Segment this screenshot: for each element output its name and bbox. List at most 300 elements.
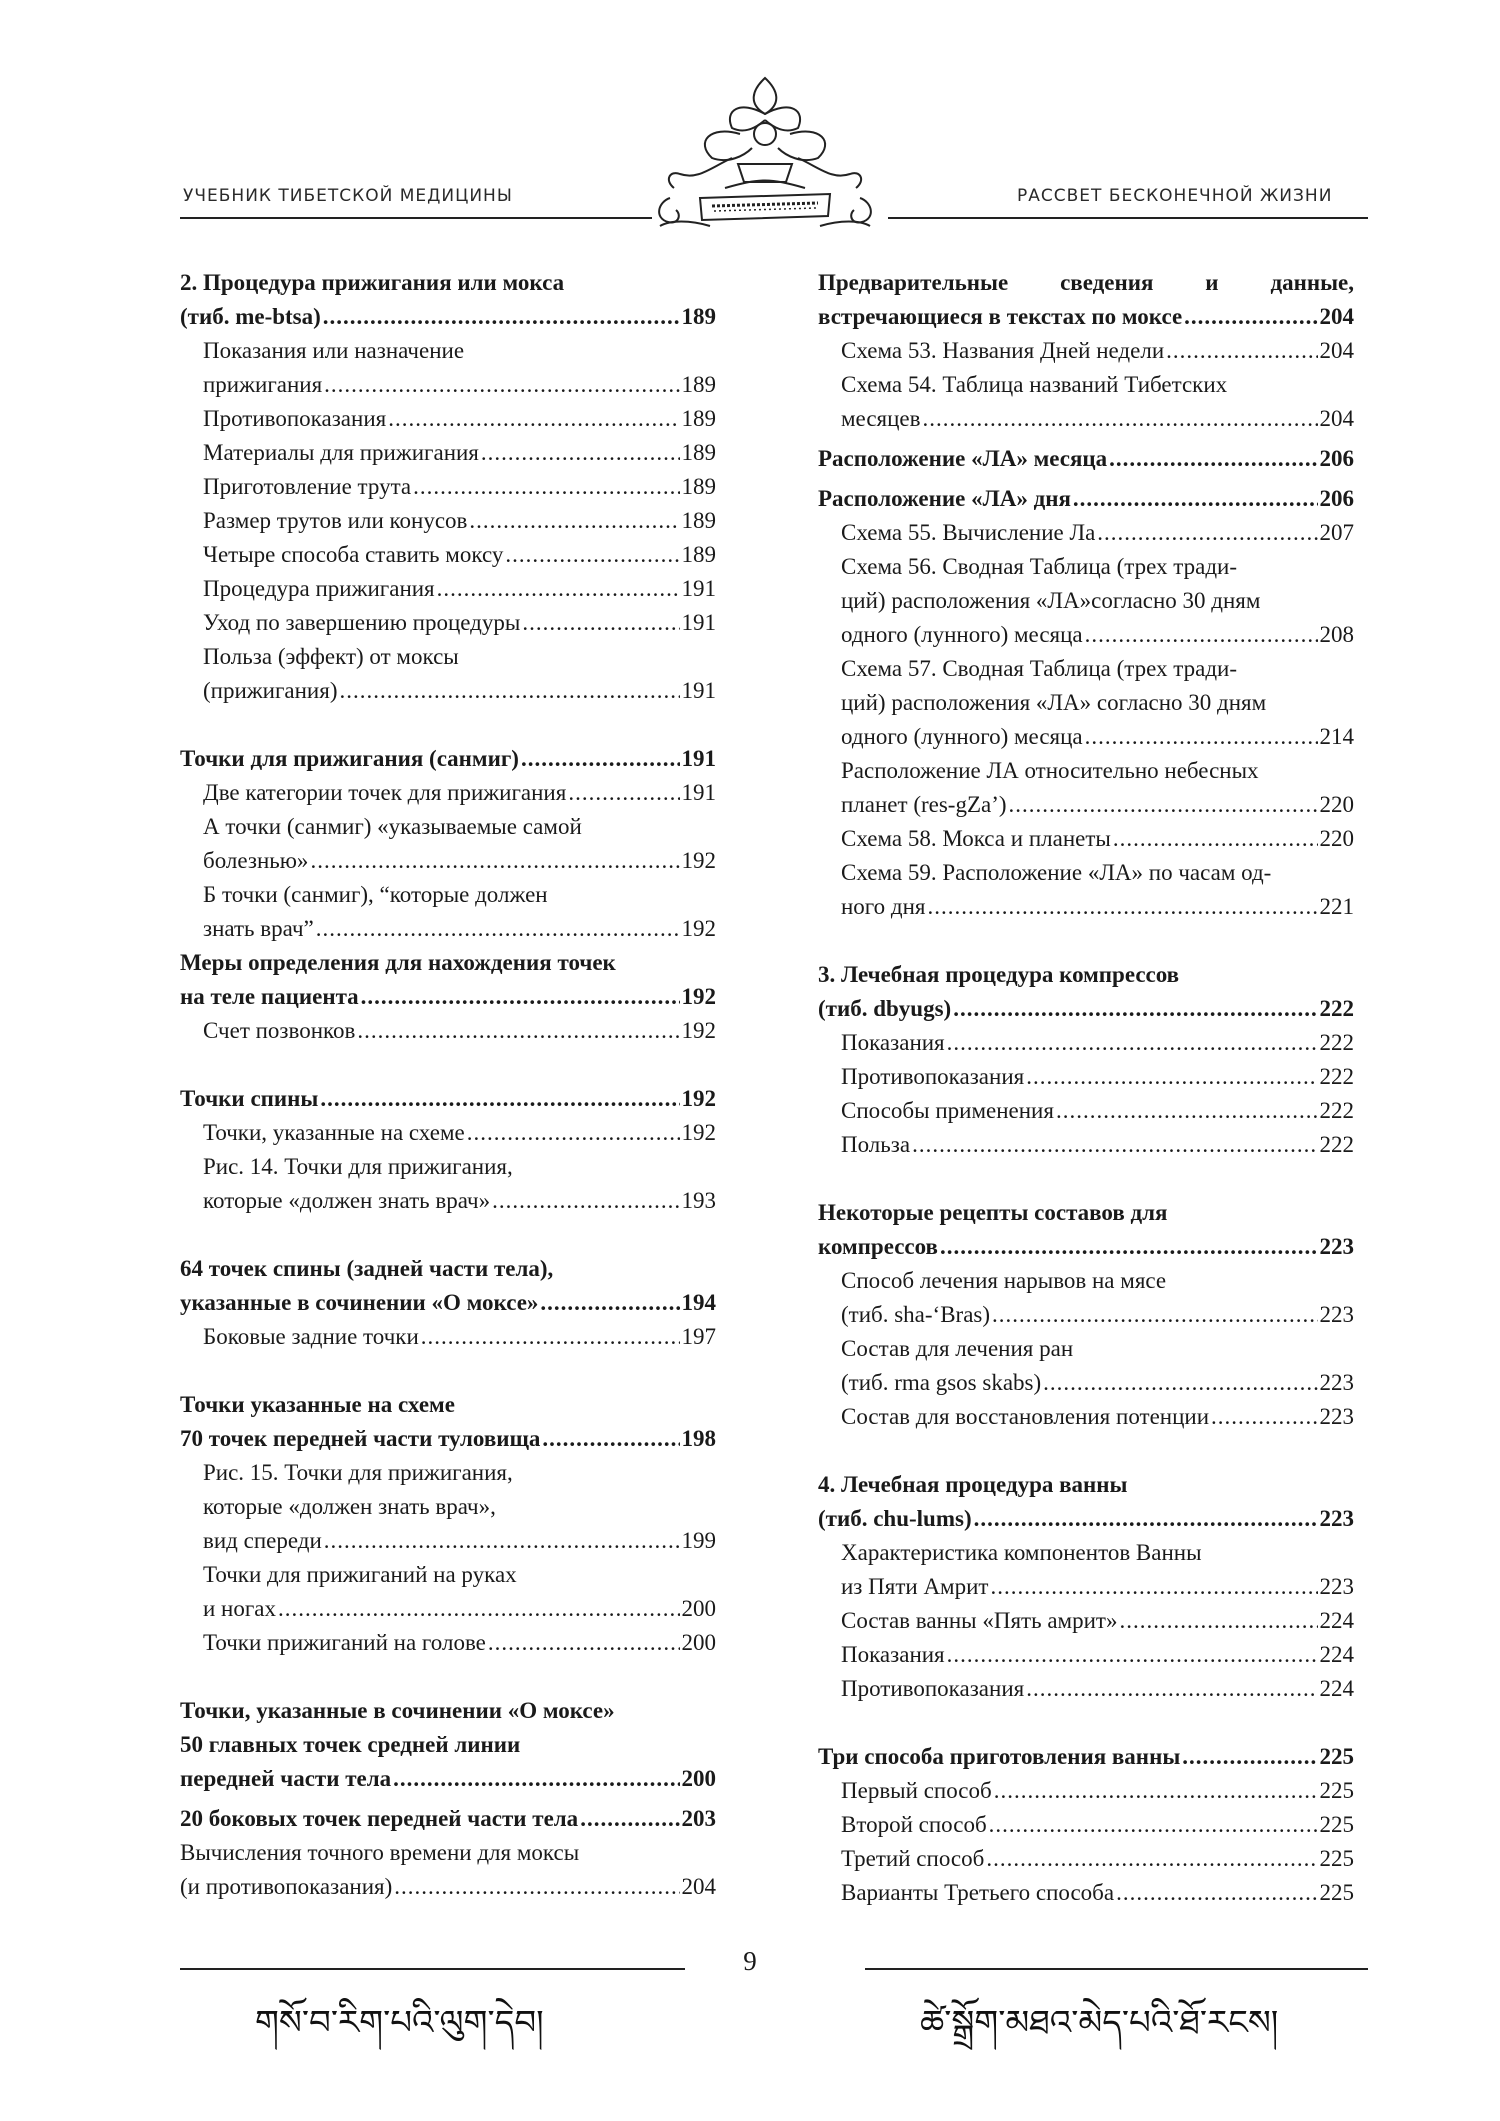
toc-section-entry[interactable] — [180, 1694, 716, 1728]
toc-section-entry[interactable] — [818, 1740, 1354, 1774]
toc-entry-title: Состав ванны «Пять амрит» — [841, 1608, 1118, 1633]
toc-dot-leader — [505, 538, 679, 572]
toc-dot-leader — [1166, 334, 1317, 368]
toc-entry-title: Расположение «ЛА» дня — [818, 486, 1071, 511]
toc-page-number: 192 — [681, 1018, 716, 1043]
toc-entry[interactable] — [180, 1836, 716, 1870]
toc-entry-title: 4. Лечебная процедура ванны — [818, 1472, 1128, 1497]
toc-dot-leader — [1184, 300, 1317, 334]
toc-entry[interactable] — [818, 584, 1354, 618]
toc-page-number: 194 — [681, 1290, 716, 1315]
toc-dot-leader — [990, 1570, 1317, 1604]
toc-entry-title: Противопоказания — [203, 406, 387, 431]
toc-page-number: 223 — [1319, 1404, 1354, 1429]
toc-dot-leader — [568, 776, 679, 810]
toc-entry[interactable] — [818, 1808, 1354, 1842]
toc-dot-leader — [320, 1082, 679, 1116]
toc-entry-title: (и противопоказания) — [180, 1874, 393, 1899]
toc-page-number: 191 — [681, 576, 716, 601]
toc-entry[interactable] — [180, 1524, 716, 1558]
toc-entry[interactable] — [180, 1014, 716, 1048]
toc-page-number: 199 — [681, 1528, 716, 1553]
toc-entry-title: (тиб. rma gsos skabs) — [841, 1370, 1042, 1395]
toc-entry-title: встречающиеся в текстах по моксе — [818, 304, 1183, 329]
toc-page-number: 204 — [1319, 338, 1354, 363]
toc-entry[interactable] — [180, 436, 716, 470]
toc-entry-title: из Пяти Амрит — [841, 1574, 989, 1599]
toc-dot-leader — [1097, 516, 1317, 550]
toc-entry[interactable] — [180, 810, 716, 844]
toc-entry[interactable] — [818, 1094, 1354, 1128]
toc-entry[interactable] — [180, 674, 716, 708]
toc-entry-title: которые «должен знать врач», — [203, 1494, 496, 1519]
toc-dot-leader — [467, 1116, 680, 1150]
toc-entry[interactable] — [818, 1604, 1354, 1638]
toc-entry-title: планет (res-gZa’) — [841, 792, 1007, 817]
toc-dot-leader — [521, 742, 680, 776]
toc-entry-title: Меры определения для нахождения точек — [180, 950, 616, 975]
toc-page-number: 193 — [681, 1188, 716, 1213]
toc-entry-title: Точки прижиганий на голове — [203, 1630, 486, 1655]
toc-entry-title: Б точки (санмиг), “которые должен — [203, 882, 548, 907]
toc-entry[interactable] — [818, 618, 1354, 652]
toc-entry[interactable] — [180, 504, 716, 538]
toc-entry-title: Боковые задние точки — [203, 1324, 419, 1349]
header-rule-left — [180, 217, 652, 219]
toc-page-number: 200 — [681, 1766, 716, 1791]
toc-entry[interactable] — [818, 1366, 1354, 1400]
toc-page-number: 225 — [1319, 1880, 1354, 1905]
toc-dot-leader — [316, 912, 680, 946]
toc-entry-title: Схема 59. Расположение «ЛА» по часам од- — [841, 860, 1272, 885]
toc-entry[interactable] — [818, 856, 1354, 890]
toc-entry-title: указанные в сочинении «О моксе» — [180, 1290, 539, 1315]
toc-entry[interactable] — [180, 776, 716, 810]
toc-section-entry[interactable] — [180, 1802, 716, 1836]
toc-entry-title: Варианты Третьего способа — [841, 1880, 1115, 1905]
toc-section-entry[interactable] — [818, 442, 1354, 476]
toc-dot-leader — [357, 1014, 679, 1048]
toc-entry-title: Противопоказания — [841, 1676, 1025, 1701]
toc-entry[interactable] — [818, 1298, 1354, 1332]
toc-page-number: 222 — [1319, 1132, 1354, 1157]
toc-spacer — [818, 1162, 1354, 1196]
toc-entry[interactable] — [818, 550, 1354, 584]
toc-spacer — [818, 1706, 1354, 1740]
toc-page-number: 203 — [681, 1806, 716, 1831]
toc-section-entry[interactable] — [180, 742, 716, 776]
toc-page-number: 225 — [1319, 1846, 1354, 1871]
toc-dot-leader — [488, 1626, 680, 1660]
toc-entry-title: которые «должен знать врач» — [203, 1188, 491, 1213]
toc-entry-title: Схема 56. Сводная Таблица (трех тради- — [841, 554, 1237, 579]
toc-page-number: 222 — [1319, 1030, 1354, 1055]
toc-section-entry[interactable] — [180, 946, 716, 980]
toc-dot-leader — [481, 436, 680, 470]
toc-entry[interactable] — [180, 1116, 716, 1150]
toc-page-number: 189 — [681, 304, 716, 329]
toc-dot-leader — [421, 1320, 680, 1354]
toc-dot-leader — [522, 606, 679, 640]
toc-dot-leader — [1085, 720, 1318, 754]
toc-spacer — [180, 1354, 716, 1388]
toc-section-entry[interactable] — [180, 1422, 716, 1456]
toc-dot-leader — [923, 402, 1318, 436]
toc-dot-leader — [1211, 1400, 1317, 1434]
toc-entry[interactable] — [180, 368, 716, 402]
toc-page-number: 225 — [1319, 1812, 1354, 1837]
toc-entry[interactable] — [180, 1558, 716, 1592]
toc-entry-title: Точки для прижигания (санмиг) — [180, 746, 519, 771]
toc-spacer — [818, 924, 1354, 958]
toc-entry[interactable] — [180, 844, 716, 878]
toc-entry-title: Некоторые рецепты составов для — [818, 1200, 1168, 1225]
toc-entry[interactable] — [180, 1870, 716, 1904]
toc-entry[interactable] — [180, 878, 716, 912]
toc-page-number: 200 — [681, 1596, 716, 1621]
toc-dot-leader — [540, 1286, 679, 1320]
toc-dot-leader — [542, 1422, 679, 1456]
toc-page-number: 192 — [681, 984, 716, 1009]
toc-dot-leader — [1113, 822, 1318, 856]
toc-entry[interactable] — [180, 1490, 716, 1524]
toc-entry-title: А точки (санмиг) «указываемые самой — [203, 814, 582, 839]
toc-dot-leader — [994, 1774, 1318, 1808]
toc-dot-leader — [992, 1298, 1317, 1332]
toc-page-number: 191 — [681, 780, 716, 805]
toc-entry[interactable] — [818, 890, 1354, 924]
toc-dot-leader — [947, 1638, 1318, 1672]
toc-section-entry[interactable] — [180, 1728, 716, 1762]
toc-entry[interactable] — [818, 1026, 1354, 1060]
toc-entry[interactable] — [818, 334, 1354, 368]
toc-dot-leader — [310, 844, 679, 878]
toc-page-number: 225 — [1319, 1778, 1354, 1803]
toc-entry-title: одного (лунного) месяца — [841, 724, 1083, 749]
toc-spacer — [180, 1048, 716, 1082]
toc-page-number: 206 — [1319, 446, 1354, 471]
toc-dot-leader — [986, 1842, 1317, 1876]
toc-entry-title: Показания — [841, 1030, 945, 1055]
toc-dot-leader — [394, 1870, 679, 1904]
toc-page-number: 192 — [681, 916, 716, 941]
toc-page-number: 220 — [1319, 826, 1354, 851]
toc-page-number: 189 — [681, 542, 716, 567]
toc-entry-title: компрессов — [818, 1234, 938, 1259]
lotus-emblem-icon — [640, 70, 890, 245]
toc-entry-title: Три способа приготовления ванны — [818, 1744, 1181, 1769]
toc-spacer — [180, 1218, 716, 1252]
toc-entry-title: Состав для восстановления потенции — [841, 1404, 1210, 1429]
toc-entry-title: Характеристика компонентов Ванны — [841, 1540, 1202, 1565]
toc-entry-title: Процедура прижигания — [203, 576, 435, 601]
toc-entry[interactable] — [818, 1060, 1354, 1094]
toc-entry-title: (тиб. sha-‘Bras) — [841, 1302, 991, 1327]
toc-entry[interactable] — [180, 606, 716, 640]
toc-entry-title: 50 главных точек средней линии — [180, 1732, 521, 1757]
toc-entry[interactable] — [818, 754, 1354, 788]
toc-page-number: 191 — [681, 746, 716, 771]
toc-dot-leader — [953, 992, 1317, 1026]
toc-entry-title: вид спереди — [203, 1528, 322, 1553]
toc-page-number: 222 — [1319, 996, 1354, 1021]
toc-section-entry[interactable] — [180, 300, 716, 334]
toc-entry[interactable] — [818, 1774, 1354, 1808]
toc-dot-leader — [989, 1808, 1318, 1842]
toc-entry[interactable] — [818, 516, 1354, 550]
toc-page-number: 208 — [1319, 622, 1354, 647]
toc-dot-leader — [323, 300, 680, 334]
toc-entry-title: 20 боковых точек передней части тела — [180, 1806, 579, 1831]
toc-section-entry[interactable] — [818, 1230, 1354, 1264]
toc-entry-title: ного дня — [841, 894, 926, 919]
toc-section-entry[interactable] — [180, 266, 716, 300]
toc-entry[interactable] — [818, 652, 1354, 686]
toc-entry-title: передней части тела — [180, 1766, 392, 1791]
toc-dot-leader — [361, 980, 680, 1014]
toc-entry-title: Приготовление трута — [203, 474, 412, 499]
toc-section-entry[interactable] — [180, 1252, 716, 1286]
toc-dot-leader — [1073, 482, 1318, 516]
toc-entry[interactable] — [818, 1672, 1354, 1706]
toc-page-number: 191 — [681, 610, 716, 635]
page-number: 9 — [743, 1946, 757, 1976]
toc-entry[interactable] — [818, 1638, 1354, 1672]
toc-dot-leader — [928, 890, 1318, 924]
toc-entry[interactable] — [818, 1536, 1354, 1570]
toc-entry-title: Четыре способа ставить моксу — [203, 542, 504, 567]
toc-dot-leader — [947, 1026, 1318, 1060]
toc-entry-title: болезнью» — [203, 848, 309, 873]
toc-entry[interactable] — [818, 1842, 1354, 1876]
toc-entry-title: Способ лечения нарывов на мясе — [841, 1268, 1167, 1293]
toc-page-number: 189 — [681, 508, 716, 533]
toc-entry-title: Способы применения — [841, 1098, 1054, 1123]
toc-entry[interactable] — [180, 470, 716, 504]
toc-dot-leader — [278, 1592, 679, 1626]
toc-page-number: 220 — [1319, 792, 1354, 817]
toc-page-number: 225 — [1319, 1744, 1354, 1769]
toc-page-number: 204 — [1319, 406, 1354, 431]
toc-entry[interactable] — [180, 1592, 716, 1626]
toc-page-number: 224 — [1319, 1676, 1354, 1701]
toc-dot-leader — [1119, 1604, 1317, 1638]
toc-dot-leader — [974, 1502, 1318, 1536]
toc-page-number: 214 — [1319, 724, 1354, 749]
footer-rule-left — [180, 1968, 685, 1970]
running-header-right: РАССВЕТ БЕСКОНЕЧНОЙ ЖИЗНИ — [1017, 186, 1333, 206]
toc-entry[interactable] — [180, 538, 716, 572]
toc-entry[interactable] — [180, 1626, 716, 1660]
toc-dot-leader — [912, 1128, 1317, 1162]
toc-dot-leader — [1109, 442, 1317, 476]
toc-page-number: 189 — [681, 440, 716, 465]
toc-entry[interactable] — [180, 402, 716, 436]
toc-dot-leader — [1116, 1876, 1317, 1910]
toc-entry-title: Счет позвонков — [203, 1018, 356, 1043]
toc-entry[interactable] — [818, 686, 1354, 720]
toc-page-number: 191 — [681, 678, 716, 703]
toc-entry-title: ций) расположения «ЛА» согласно 30 дням — [841, 690, 1267, 715]
toc-dot-leader — [1085, 618, 1318, 652]
toc-section-entry[interactable] — [818, 1196, 1354, 1230]
toc-entry-title: Предварительные сведения и данные, — [818, 270, 1354, 295]
toc-dot-leader — [324, 368, 679, 402]
toc-section-entry[interactable] — [818, 958, 1354, 992]
toc-dot-leader — [469, 504, 679, 538]
toc-entry[interactable] — [818, 720, 1354, 754]
toc-entry-title: Вычисления точного времени для моксы — [180, 1840, 580, 1865]
toc-entry-title: (прижигания) — [203, 678, 338, 703]
toc-entry[interactable] — [818, 1264, 1354, 1298]
toc-entry-title: Польза (эффект) от моксы — [203, 644, 459, 669]
toc-entry-title: Схема 53. Названия Дней недели — [841, 338, 1165, 363]
toc-page-number: 192 — [681, 1086, 716, 1111]
toc-page-number: 189 — [681, 406, 716, 431]
toc-entry[interactable] — [180, 1456, 716, 1490]
toc-page-number: 198 — [681, 1426, 716, 1451]
toc-section-entry[interactable] — [180, 1082, 716, 1116]
toc-dot-leader — [1182, 1740, 1317, 1774]
toc-entry-title: Схема 58. Мокса и планеты — [841, 826, 1111, 851]
toc-entry-title: 3. Лечебная процедура компрессов — [818, 962, 1180, 987]
toc-dot-leader — [1056, 1094, 1318, 1128]
toc-entry-title: на теле пациента — [180, 984, 359, 1009]
toc-section-entry[interactable] — [180, 1286, 716, 1320]
toc-page-number: 206 — [1319, 486, 1354, 511]
toc-dot-leader — [324, 1524, 680, 1558]
toc-entry-title: месяцев — [841, 406, 921, 431]
toc-entry[interactable] — [180, 640, 716, 674]
toc-entry-title: Рис. 15. Точки для прижигания, — [203, 1460, 513, 1485]
toc-dot-leader — [393, 1762, 679, 1796]
toc-entry-title: 70 точек передней части туловища — [180, 1426, 541, 1451]
toc-page-number: 224 — [1319, 1642, 1354, 1667]
toc-dot-leader — [1009, 788, 1318, 822]
toc-page-number: 204 — [681, 1874, 716, 1899]
toc-section-entry[interactable] — [818, 300, 1354, 334]
toc-dot-leader — [492, 1184, 679, 1218]
toc-page-number: 189 — [681, 372, 716, 397]
toc-entry-title: Две категории точек для прижигания — [203, 780, 567, 805]
toc-page-number: 207 — [1319, 520, 1354, 545]
toc-dot-leader — [437, 572, 680, 606]
toc-section-entry[interactable] — [180, 980, 716, 1014]
toc-page-number: 189 — [681, 474, 716, 499]
toc-entry-title: (тиб. chu-lums) — [818, 1506, 972, 1531]
toc-right-column — [818, 266, 1354, 1910]
toc-entry-title: Расположение «ЛА» месяца — [818, 446, 1108, 471]
toc-section-entry[interactable] — [180, 1762, 716, 1796]
toc-page-number: 223 — [1319, 1302, 1354, 1327]
footer-tibetan-left: གསོ་བ་རིག་པའི་ལུག་དེབ། — [255, 2003, 544, 2043]
toc-page-number: 197 — [681, 1324, 716, 1349]
header-rule-right — [888, 217, 1368, 219]
toc-entry-title: Показания или назначение — [203, 338, 465, 363]
toc-entry[interactable] — [818, 402, 1354, 436]
toc-page-number: 192 — [681, 1120, 716, 1145]
toc-dot-leader — [940, 1230, 1318, 1264]
toc-dot-leader — [1026, 1672, 1317, 1706]
toc-entry-title: Уход по завершению процедуры — [203, 610, 521, 635]
toc-entry[interactable] — [818, 788, 1354, 822]
toc-entry[interactable] — [180, 572, 716, 606]
toc-entry-title: одного (лунного) месяца — [841, 622, 1083, 647]
toc-entry-title: Польза — [841, 1132, 911, 1157]
toc-section-entry[interactable] — [818, 1468, 1354, 1502]
toc-entry[interactable] — [818, 368, 1354, 402]
toc-entry-title: Второй способ — [841, 1812, 987, 1837]
toc-section-entry[interactable] — [180, 1388, 716, 1422]
toc-entry[interactable] — [180, 1184, 716, 1218]
toc-page-number: 223 — [1319, 1370, 1354, 1395]
toc-entry[interactable] — [818, 1400, 1354, 1434]
toc-entry-title: (тиб. dbyugs) — [818, 996, 952, 1021]
toc-entry-title: (тиб. me-btsa) — [180, 304, 321, 329]
toc-dot-leader — [1026, 1060, 1317, 1094]
toc-dot-leader — [339, 674, 679, 708]
toc-spacer — [180, 708, 716, 742]
toc-entry[interactable] — [818, 1570, 1354, 1604]
toc-section-entry[interactable] — [818, 482, 1354, 516]
toc-entry[interactable] — [180, 912, 716, 946]
toc-entry-title: Размер трутов или конусов — [203, 508, 468, 533]
toc-entry[interactable] — [180, 1150, 716, 1184]
toc-section-entry[interactable] — [818, 1502, 1354, 1536]
toc-entry-title: Точки, указанные в сочинении «О моксе» — [180, 1698, 615, 1723]
toc-entry-title: Схема 54. Таблица названий Тибетских — [841, 372, 1228, 397]
toc-entry-title: Состав для лечения ран — [841, 1336, 1074, 1361]
toc-entry[interactable] — [180, 334, 716, 368]
toc-page-number: 223 — [1319, 1234, 1354, 1259]
toc-page-number: 222 — [1319, 1098, 1354, 1123]
toc-entry[interactable] — [818, 822, 1354, 856]
toc-entry[interactable] — [180, 1320, 716, 1354]
toc-page-number: 221 — [1319, 894, 1354, 919]
footer-rule-right — [865, 1968, 1368, 1970]
toc-dot-leader — [1043, 1366, 1317, 1400]
toc-entry-title: ций) расположения «ЛА»согласно 30 дням — [841, 588, 1261, 613]
toc-section-entry[interactable] — [818, 266, 1354, 300]
toc-entry-title: Показания — [841, 1642, 945, 1667]
toc-entry-title: Первый способ — [841, 1778, 992, 1803]
toc-entry-title: 64 точек спины (задней части тела), — [180, 1256, 554, 1281]
toc-entry-title: Противопоказания — [841, 1064, 1025, 1089]
running-header-left: УЧЕБНИК ТИБЕТСКОЙ МЕДИЦИНЫ — [183, 186, 513, 206]
toc-page-number: 200 — [681, 1630, 716, 1655]
toc-page-number: 192 — [681, 848, 716, 873]
toc-page-number: 223 — [1319, 1574, 1354, 1599]
toc-entry-title: Третий способ — [841, 1846, 985, 1871]
toc-page-number: 224 — [1319, 1608, 1354, 1633]
toc-entry-title: Рис. 14. Точки для прижигания, — [203, 1154, 513, 1179]
toc-entry-title: Точки спины — [180, 1086, 319, 1111]
toc-entry[interactable] — [818, 1128, 1354, 1162]
footer-tibetan-right: ཚེ་སྒྲོག་མཐའ་མེད་པའི་ཐོ་རངས། — [920, 2003, 1279, 2043]
toc-entry-title: Точки для прижиганий на руках — [203, 1562, 517, 1587]
toc-page-number: 222 — [1319, 1064, 1354, 1089]
toc-entry-title: Схема 57. Сводная Таблица (трех тради- — [841, 656, 1237, 681]
toc-entry-title: 2. Процедура прижигания или мокса — [180, 270, 565, 295]
toc-page-number: 204 — [1319, 304, 1354, 329]
toc-entry-title: прижигания — [203, 372, 323, 397]
toc-entry-title: и ногах — [203, 1596, 277, 1621]
toc-spacer — [818, 1434, 1354, 1468]
toc-entry[interactable] — [818, 1332, 1354, 1366]
toc-entry[interactable] — [818, 1876, 1354, 1910]
toc-entry-title: Точки указанные на схеме — [180, 1392, 455, 1417]
toc-section-entry[interactable] — [818, 992, 1354, 1026]
